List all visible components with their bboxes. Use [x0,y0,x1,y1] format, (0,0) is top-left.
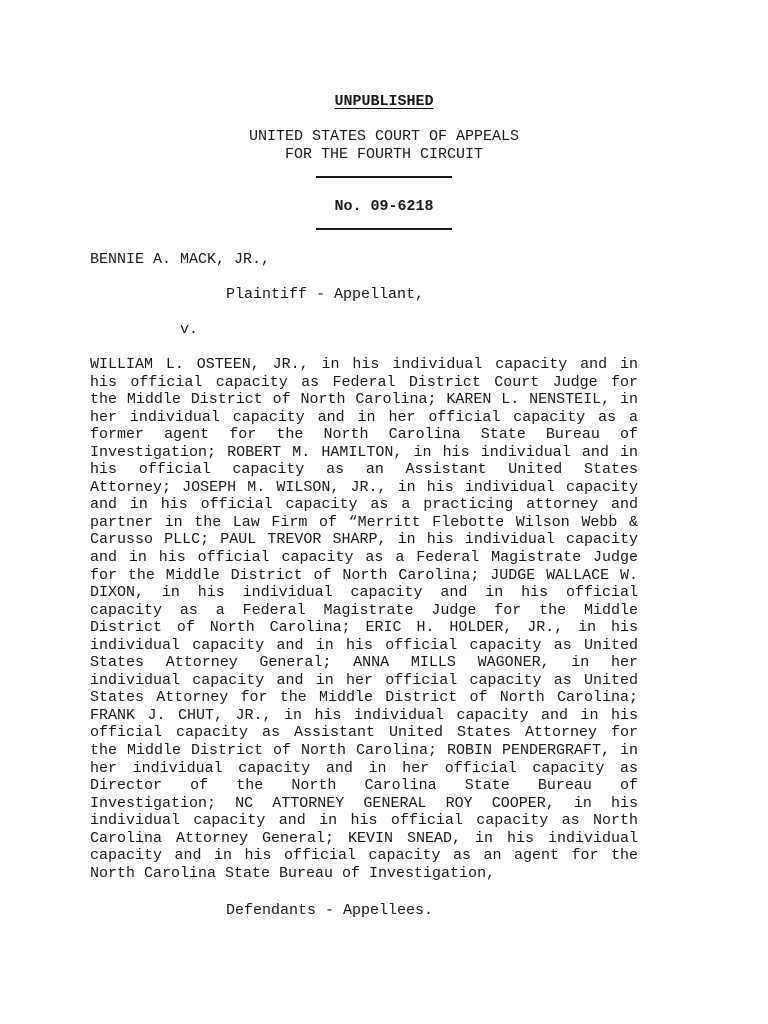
court-name-line-1: UNITED STATES COURT OF APPEALS [248,128,520,145]
case-number: No. 09-6218 [334,198,434,215]
defendants-line: official capacity as Assistant United States Attorney for [90,724,638,742]
defendants-line: capacity as a Federal Magistrate Judge for the Middle [90,601,638,619]
defendants-line: Attorney; JOSEPH M. WILSON, JR., in his individual capacity [90,478,638,496]
defendants-line: District of North Carolina; ERIC H. HOLDER, JR., in his [90,619,638,637]
defendants-line: partner in the Law Firm of “Merritt Flebotte Wilson Webb & [90,513,638,531]
defendants-line: her individual capacity and in her official capacity as a [90,408,638,426]
versus-label: v. [180,321,199,338]
defendants-line: Investigation; ROBERT M. HAMILTON, in his individual and in [90,443,638,461]
unpublished-heading: UNPUBLISHED [334,93,434,110]
plaintiff-name: BENNIE A. MACK, JR., [90,251,271,268]
defendants-line: North Carolina State Bureau of Investigation, [90,864,496,882]
defendants-line: his official capacity as Federal District Court Judge for [90,373,638,391]
defendants-line: capacity and in his official capacity as an agent for the [90,847,638,865]
defendants-paragraph [90,356,638,882]
top-divider-rule [316,176,452,178]
defendants-line: and in his official capacity as a practicing attorney and [90,496,638,514]
defendants-line: States Attorney for the Middle District of North Carolina; [90,689,638,707]
defendants-line: DIXON, in his individual capacity and in his official [90,584,638,602]
defendants-line: States Attorney General; ANNA MILLS WAGONER, in her [90,654,638,672]
defendants-line: for the Middle District of North Carolina; JUDGE WALLACE W. [90,566,638,584]
defendants-line: Carolina Attorney General; KEVIN SNEAD, in his individual [90,829,638,847]
defendants-line: FRANK J. CHUT, JR., in his individual capacity and in his [90,706,638,724]
defendants-line: former agent for the North Carolina State Bureau of [90,426,638,444]
defendants-line: the Middle District of North Carolina; ROBIN PENDERGRAFT, in [90,742,638,760]
defendants-line: his official capacity as an Assistant United States [90,461,638,479]
defendants-line: individual capacity and in her official capacity as United [90,671,638,689]
court-name-line-2: FOR THE FOURTH CIRCUIT [284,146,484,163]
defendants-line: individual capacity and in his official capacity as United [90,636,638,654]
defendants-line: WILLIAM L. OSTEEN, JR., in his individual capacity and in [90,356,638,373]
defendants-line: Director of the North Carolina State Bureau of [90,777,638,795]
defendants-line: Investigation; NC ATTORNEY GENERAL ROY COOPER, in his [90,794,638,812]
plaintiff-role: Plaintiff - Appellant, [226,286,425,303]
defendants-line: her individual capacity and in her official capacity as [90,759,638,777]
defendants-line: the Middle District of North Carolina; KAREN L. NENSTEIL, in [90,391,638,409]
defendants-role: Defendants - Appellees. [226,902,434,919]
defendants-line: and in his official capacity as a Federal Magistrate Judge [90,549,638,567]
defendants-line: Carusso PLLC; PAUL TREVOR SHARP, in his individual capacity [90,531,638,549]
bottom-divider-rule [316,228,452,230]
defendants-line: individual capacity and in his official capacity as North [90,812,638,830]
